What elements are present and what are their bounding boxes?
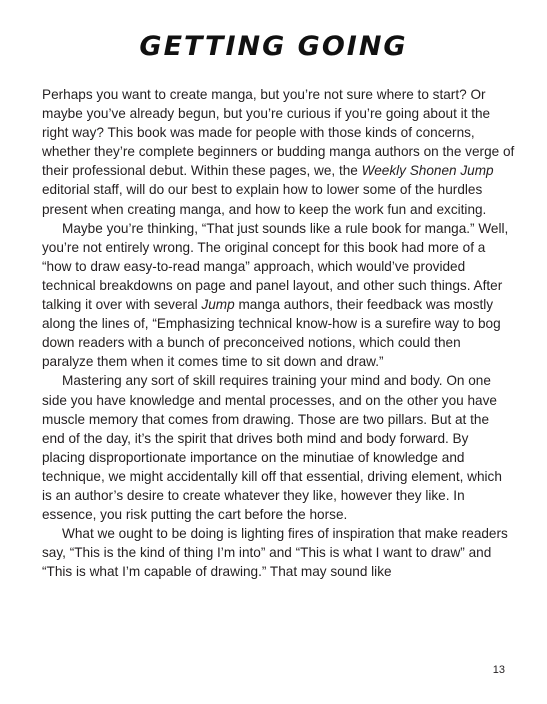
paragraph-2-text-a: Maybe you’re thinking, “That just sounds like a rule book for manga.” Well, you’re not entirely wrong. The original concept for this book had more of a “how to draw easy-to-read manga” approach, which would’ve provided technical breakdowns on page and panel layout, and other such things. After talking it over with several bbox=[42, 220, 509, 313]
paragraph-1-text-b: editorial staff, will do our best to explain how to lower some of the hurdles present when creating manga, and how to keep the work fun and exciting. bbox=[42, 182, 487, 217]
paragraph-3: Mastering any sort of skill requires training your mind and body. On one side you have knowledge and mental processes, and on the other you have muscle memory that comes from drawing. Those are two pillars. But at the end of the day, it’s the spirit that drives both mind and body forward. By placing disproportionate importance on the minutiae of knowledge and technique, we might accidentally kill off that essential, driving element, which is an author’s desire to create whatever they like, however they like. In essence, you risk putting the cart before the horse. bbox=[42, 373, 502, 523]
page-number: 13 bbox=[492, 664, 505, 676]
paragraph-2-text-b: manga authors, their feedback was mostly along the lines of, “Emphasizing technical know-how is a surefire way to bog down readers with a bunch of preconceived notions, which could then paralyze them when it comes time to sit down and draw.” bbox=[42, 297, 501, 370]
magazine-name-italic: Jump bbox=[201, 297, 235, 313]
page-title: GETTING GOING bbox=[139, 31, 408, 62]
paragraph-1 bbox=[42, 85, 515, 219]
paragraph-4: What we ought to be doing is lighting fires of inspiration that make readers say, “This is the kind of thing I’m into” and “This is what I want to draw” and “This is what I’m capable of drawing.” That may sound like bbox=[42, 526, 508, 580]
paragraph-1-text-a: Perhaps you want to create manga, but you’re not sure where to start? Or maybe you’ve already begun, but you’re curious if you’re going about it the right way? This book was made for people with those kinds of concerns, whether they’re complete beginners or budding manga authors on the verge of their professional debut. Within these pages, we, the bbox=[42, 87, 515, 179]
magazine-title-italic: Weekly Shonen Jump bbox=[361, 163, 494, 179]
body-text bbox=[42, 85, 515, 581]
paragraph-2 bbox=[42, 219, 515, 372]
